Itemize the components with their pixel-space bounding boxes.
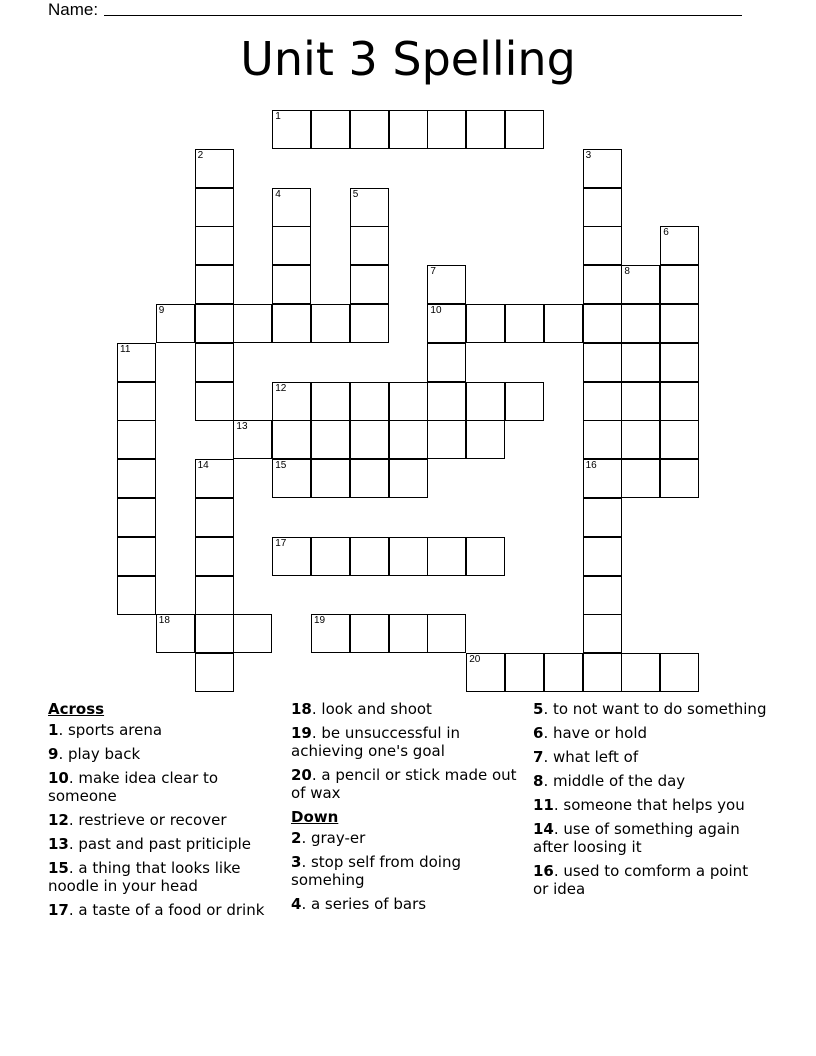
grid-cell[interactable] [350,110,389,149]
grid-cell[interactable] [117,576,156,615]
clue-item [48,769,283,805]
clue-item-number: 13 [48,835,69,853]
down-heading: Down [291,808,339,826]
grid-cell[interactable] [583,188,622,227]
clues-column-1 [48,700,283,925]
grid-cell[interactable] [195,226,234,265]
grid-cell[interactable] [583,382,622,421]
grid-cell[interactable] [156,614,195,653]
grid-cell[interactable] [389,420,428,459]
grid-cell[interactable] [117,537,156,576]
clues-column-3 [533,700,768,904]
clue-item-number: 18 [291,700,312,718]
clue-item-text: . be unsuccessful in achieving one's goal [291,724,461,760]
grid-cell[interactable] [272,188,311,227]
grid-cell[interactable] [583,265,622,304]
page-title: Unit 3 Spelling [240,32,576,86]
clue-item-number: 8 [533,772,544,790]
grid-cell[interactable] [195,459,234,498]
clue-number: 19 [314,615,326,627]
grid-cell[interactable] [660,653,699,692]
grid-cell[interactable] [583,304,622,343]
across-heading: Across [48,700,105,718]
grid-cell[interactable] [195,382,234,421]
clue-item-text: . look and shoot [311,700,432,718]
grid-cell[interactable] [272,226,311,265]
clue-number: 4 [275,188,281,200]
grid-cell[interactable] [311,304,350,343]
grid-cell[interactable] [195,537,234,576]
clue-number: 17 [275,537,287,549]
clue-item-text: . have or hold [543,724,648,742]
clue-item [533,724,768,742]
grid-cell[interactable] [583,614,622,653]
clue-number: 1 [275,111,281,122]
grid-cell[interactable] [583,498,622,537]
grid-cell[interactable] [272,459,311,498]
grid-cell[interactable] [156,304,195,343]
grid-cell[interactable] [583,343,622,382]
clue-item-text: . restrieve or recover [68,811,227,829]
clue-item [291,700,526,718]
grid-cell[interactable] [389,537,428,576]
grid-cell[interactable] [117,343,156,382]
grid-cell[interactable] [544,653,583,692]
grid-cell[interactable] [466,304,505,343]
grid-cell[interactable] [660,343,699,382]
clue-item-number: 6 [533,724,544,742]
grid-cell[interactable] [660,382,699,421]
clue-item [48,859,283,895]
grid-cell[interactable] [117,382,156,421]
grid-cell[interactable] [272,420,311,459]
clue-item-number: 4 [291,895,302,913]
grid-cell[interactable] [350,226,389,265]
grid-cell[interactable] [583,576,622,615]
grid-cell[interactable] [195,149,234,188]
clue-item-number: 17 [48,901,69,919]
clue-number: 15 [275,460,287,472]
grid-cell[interactable] [583,226,622,265]
down-clue-list-cont [533,700,768,898]
grid-cell[interactable] [466,537,505,576]
clue-number: 12 [275,382,287,394]
clue-item-text: . past and past priticiple [68,835,251,853]
clue-item [291,895,526,913]
grid-cell[interactable] [311,459,350,498]
grid-cell[interactable] [427,265,466,304]
grid-cell[interactable] [466,653,505,692]
clue-number: 18 [158,615,170,627]
clue-item-number: 20 [291,766,312,784]
across-clue-list-cont [291,700,526,802]
clue-item-text: . a pencil or stick made out of wax [291,766,517,802]
clue-number: 11 [120,343,131,355]
clue-item-number: 12 [48,811,69,829]
grid-cell[interactable] [117,498,156,537]
grid-cell[interactable] [583,537,622,576]
clue-item-text: . used to comform a point or idea [533,862,749,898]
grid-cell[interactable] [466,420,505,459]
grid-cell[interactable] [427,420,466,459]
clue-item [533,862,768,898]
grid-cell[interactable] [583,149,622,188]
clue-item [48,835,283,853]
grid-cell[interactable] [427,304,466,343]
clue-item [533,820,768,856]
grid-cell[interactable] [350,382,389,421]
clue-number: 3 [585,149,592,161]
clue-item-text: . middle of the day [543,772,686,790]
grid-cell[interactable] [195,265,234,304]
clue-number: 8 [624,266,630,278]
clue-item-number: 16 [533,862,554,880]
clue-item-text: . a thing that looks like noodle in your head [48,859,241,895]
clue-item-number: 15 [48,859,69,877]
grid-cell[interactable] [233,614,272,653]
clue-number: 2 [197,149,204,161]
clue-item-number: 3 [291,853,302,871]
across-clue-list [48,721,283,919]
clue-item [533,772,768,790]
clue-number: 16 [585,460,597,472]
clue-item [533,700,768,718]
clue-item [291,766,526,802]
grid-cell[interactable] [350,265,389,304]
grid-cell[interactable] [427,537,466,576]
clue-item-number: 5 [533,700,544,718]
grid-cell[interactable] [660,226,699,265]
clue-item-text: . use of something again after loosing it [533,820,740,856]
clue-item-number: 14 [533,820,554,838]
grid-cell[interactable] [621,653,660,692]
clue-item-text: . someone that helps you [553,796,745,814]
grid-cell[interactable] [466,110,505,149]
clue-item-text: . a taste of a food or drink [68,901,265,919]
grid-cell[interactable] [311,110,350,149]
grid-cell[interactable] [583,653,622,692]
clue-item-text: . make idea clear to someone [48,769,219,805]
grid-cell[interactable] [583,420,622,459]
grid-cell[interactable] [272,537,311,576]
grid-cell[interactable] [195,498,234,537]
grid-cell[interactable] [389,382,428,421]
grid-cell[interactable] [505,382,544,421]
clue-item-text: . play back [58,745,141,763]
grid-cell[interactable] [311,537,350,576]
clue-item [533,748,768,766]
grid-cell[interactable] [427,382,466,421]
clue-item [48,721,283,739]
grid-cell[interactable] [427,614,466,653]
clue-item-text: . stop self from doing somehing [291,853,461,889]
grid-cell[interactable] [272,382,311,421]
grid-cell[interactable] [117,420,156,459]
grid-cell[interactable] [389,110,428,149]
grid-cell[interactable] [350,304,389,343]
grid-cell[interactable] [427,343,466,382]
clue-number: 20 [469,654,481,666]
grid-cell[interactable] [621,343,660,382]
clue-number: 6 [663,227,669,239]
clue-number: 5 [352,188,359,200]
grid-cell[interactable] [311,382,350,421]
grid-cell[interactable] [117,459,156,498]
clue-item [48,811,283,829]
clue-item-number: 11 [533,796,554,814]
clue-item-number: 1 [48,721,59,739]
down-clue-list [291,829,526,913]
grid-cell[interactable] [660,420,699,459]
grid-cell[interactable] [272,110,311,149]
grid-cell[interactable] [311,614,350,653]
grid-cell[interactable] [195,614,234,653]
name-label: Name: [48,0,99,19]
grid-cell[interactable] [389,614,428,653]
grid-cell[interactable] [350,188,389,227]
grid-cell[interactable] [660,304,699,343]
grid-cell[interactable] [195,304,234,343]
clue-number: 14 [197,460,209,472]
clue-item [533,796,768,814]
grid-cell[interactable] [350,537,389,576]
clue-item-number: 10 [48,769,69,787]
clue-item-number: 9 [48,745,59,763]
grid-cell[interactable] [350,614,389,653]
grid-cell[interactable] [660,265,699,304]
clue-item [48,745,283,763]
grid-cell[interactable] [427,110,466,149]
grid-cell[interactable] [505,304,544,343]
grid-cell[interactable] [272,265,311,304]
clue-item-text: . sports arena [58,721,163,739]
grid-cell[interactable] [195,343,234,382]
clue-item [291,724,526,760]
clue-number: 10 [430,305,442,316]
grid-cell[interactable] [195,653,234,692]
clue-item-number: 7 [533,748,544,766]
clue-number: 13 [236,421,248,433]
grid-cell[interactable] [583,459,622,498]
grid-cell[interactable] [505,110,544,149]
grid-cell[interactable] [621,382,660,421]
grid-cell[interactable] [544,304,583,343]
clue-item-number: 19 [291,724,312,742]
grid-cell[interactable] [621,420,660,459]
grid-cell[interactable] [272,304,311,343]
clue-number: 9 [158,305,165,316]
grid-cell[interactable] [621,459,660,498]
clue-item-text: . what left of [543,748,639,766]
clue-item-text: . to not want to do something [543,700,767,718]
grid-cell[interactable] [350,420,389,459]
clue-item [291,829,526,847]
grid-cell[interactable] [621,304,660,343]
grid-cell[interactable] [621,265,660,304]
clue-item [291,853,526,889]
grid-cell[interactable] [195,188,234,227]
clue-number: 7 [430,266,436,278]
grid-cell[interactable] [660,459,699,498]
clue-item-text: . a series of bars [301,895,427,913]
grid-cell[interactable] [233,304,272,343]
grid-cell[interactable] [505,653,544,692]
grid-cell[interactable] [389,459,428,498]
grid-cell[interactable] [350,459,389,498]
clue-item-number: 2 [291,829,302,847]
grid-cell[interactable] [195,576,234,615]
clue-item-text: . gray-er [301,829,366,847]
grid-cell[interactable] [311,420,350,459]
clues-column-2 [291,700,526,919]
grid-cell[interactable] [233,420,272,459]
grid-cell[interactable] [466,382,505,421]
clue-item [48,901,283,919]
